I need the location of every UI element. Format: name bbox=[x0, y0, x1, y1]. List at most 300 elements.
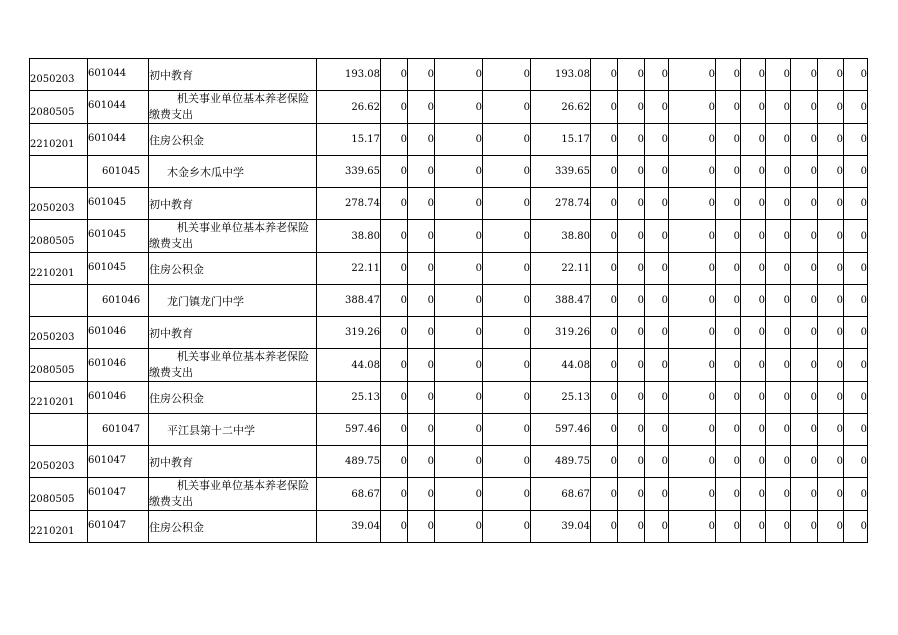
amount-cell: 0 bbox=[618, 349, 645, 382]
item-name-cell bbox=[149, 220, 317, 253]
amount-cell: 0 bbox=[741, 414, 766, 446]
amount-cell: 0 bbox=[844, 285, 868, 317]
amount-cell: 0 bbox=[791, 349, 818, 382]
amount-cell: 0 bbox=[381, 156, 408, 188]
amount-cell: 0 bbox=[435, 91, 483, 124]
amount-cell: 0 bbox=[818, 285, 844, 317]
amount-cell: 0 bbox=[844, 317, 868, 349]
amount-cell: 0 bbox=[791, 124, 818, 156]
amount-cell: 597.46 bbox=[531, 414, 591, 446]
unit-code-cell bbox=[88, 511, 149, 543]
amount-cell: 0 bbox=[591, 91, 618, 124]
amount-cell: 0 bbox=[818, 478, 844, 511]
amount-cell: 0 bbox=[791, 156, 818, 188]
amount-cell: 0 bbox=[645, 478, 669, 511]
item-name-cell bbox=[149, 478, 317, 511]
amount-cell: 0 bbox=[408, 317, 435, 349]
item-name: 龙门镇龙门中学 bbox=[167, 294, 244, 308]
amount-cell: 0 bbox=[818, 188, 844, 220]
amount-cell: 0 bbox=[381, 511, 408, 543]
item-name: 住房公积金 bbox=[149, 520, 204, 534]
amount-cell: 339.65 bbox=[531, 156, 591, 188]
item-name-continued: 缴费支出 bbox=[149, 366, 193, 379]
unit-code: 601045 bbox=[102, 166, 141, 177]
subject-code: 2050203 bbox=[30, 332, 75, 343]
unit-code-cell bbox=[88, 59, 149, 91]
item-name: 住房公积金 bbox=[149, 133, 204, 147]
amount-cell: 0 bbox=[591, 220, 618, 253]
subject-code-cell bbox=[30, 220, 88, 253]
table-row bbox=[30, 156, 868, 188]
item-name: 机关事业单位基本养老保险 bbox=[177, 479, 309, 492]
amount-cell: 0 bbox=[844, 220, 868, 253]
amount-cell: 0 bbox=[818, 317, 844, 349]
amount-cell: 0 bbox=[818, 156, 844, 188]
amount-cell: 0 bbox=[741, 446, 766, 478]
subject-code-cell bbox=[30, 188, 88, 220]
amount-cell: 0 bbox=[818, 91, 844, 124]
amount-cell: 0 bbox=[716, 124, 741, 156]
unit-code: 601046 bbox=[88, 390, 127, 402]
table-row bbox=[30, 382, 868, 414]
subject-code: 2210201 bbox=[30, 397, 75, 408]
amount-cell: 0 bbox=[716, 414, 741, 446]
amount-cell: 0 bbox=[483, 188, 531, 220]
amount-cell: 0 bbox=[669, 91, 716, 124]
table-row bbox=[30, 478, 868, 511]
amount-cell: 0 bbox=[741, 511, 766, 543]
table-row bbox=[30, 220, 868, 253]
amount-cell: 0 bbox=[741, 91, 766, 124]
unit-code-cell bbox=[88, 91, 149, 124]
amount-cell: 0 bbox=[618, 59, 645, 91]
unit-code: 601044 bbox=[88, 67, 127, 79]
amount-cell: 68.67 bbox=[317, 478, 381, 511]
item-name: 初中教育 bbox=[149, 326, 193, 340]
amount-cell: 0 bbox=[741, 285, 766, 317]
amount-cell: 0 bbox=[741, 478, 766, 511]
amount-cell: 0 bbox=[766, 511, 791, 543]
amount-cell: 0 bbox=[483, 446, 531, 478]
item-name-cell bbox=[149, 349, 317, 382]
amount-cell: 0 bbox=[435, 156, 483, 188]
amount-cell: 0 bbox=[591, 188, 618, 220]
amount-cell: 0 bbox=[435, 414, 483, 446]
unit-code-cell bbox=[88, 382, 149, 414]
amount-cell: 0 bbox=[483, 478, 531, 511]
subject-code: 2210201 bbox=[30, 526, 75, 537]
amount-cell: 0 bbox=[483, 124, 531, 156]
amount-cell: 0 bbox=[408, 414, 435, 446]
amount-cell: 0 bbox=[483, 317, 531, 349]
amount-cell: 0 bbox=[591, 124, 618, 156]
amount-cell: 0 bbox=[645, 349, 669, 382]
amount-cell: 319.26 bbox=[317, 317, 381, 349]
amount-cell: 0 bbox=[591, 285, 618, 317]
subject-code-cell bbox=[30, 59, 88, 91]
amount-cell: 0 bbox=[669, 156, 716, 188]
amount-cell: 0 bbox=[716, 382, 741, 414]
amount-cell: 0 bbox=[844, 188, 868, 220]
unit-code: 601047 bbox=[88, 454, 127, 466]
amount-cell: 0 bbox=[435, 446, 483, 478]
amount-cell: 0 bbox=[818, 59, 844, 91]
subject-code-cell bbox=[30, 317, 88, 349]
table-row bbox=[30, 91, 868, 124]
amount-cell: 0 bbox=[669, 349, 716, 382]
amount-cell: 0 bbox=[844, 446, 868, 478]
amount-cell: 0 bbox=[766, 414, 791, 446]
amount-cell: 0 bbox=[645, 188, 669, 220]
item-name-cell bbox=[149, 253, 317, 285]
amount-cell: 0 bbox=[791, 382, 818, 414]
amount-cell: 0 bbox=[435, 59, 483, 91]
amount-cell: 0 bbox=[618, 156, 645, 188]
table-row bbox=[30, 349, 868, 382]
amount-cell: 0 bbox=[645, 285, 669, 317]
amount-cell: 0 bbox=[618, 91, 645, 124]
subject-code-cell bbox=[30, 511, 88, 543]
amount-cell: 0 bbox=[818, 349, 844, 382]
amount-cell: 0 bbox=[381, 91, 408, 124]
table-body bbox=[30, 59, 868, 543]
item-name: 住房公积金 bbox=[149, 391, 204, 405]
amount-cell: 0 bbox=[791, 220, 818, 253]
item-name: 木金乡木瓜中学 bbox=[167, 165, 244, 179]
amount-cell: 0 bbox=[716, 188, 741, 220]
amount-cell: 0 bbox=[435, 478, 483, 511]
amount-cell: 0 bbox=[618, 124, 645, 156]
amount-cell: 0 bbox=[618, 188, 645, 220]
amount-cell: 0 bbox=[766, 156, 791, 188]
amount-cell: 0 bbox=[669, 478, 716, 511]
unit-code-cell bbox=[88, 124, 149, 156]
amount-cell: 0 bbox=[669, 446, 716, 478]
amount-cell: 0 bbox=[381, 220, 408, 253]
amount-cell: 0 bbox=[844, 382, 868, 414]
item-name: 机关事业单位基本养老保险 bbox=[177, 350, 309, 363]
amount-cell: 0 bbox=[766, 59, 791, 91]
amount-cell: 22.11 bbox=[531, 253, 591, 285]
amount-cell: 0 bbox=[645, 220, 669, 253]
item-name-continued: 缴费支出 bbox=[149, 237, 193, 250]
amount-cell: 0 bbox=[818, 414, 844, 446]
amount-cell: 0 bbox=[435, 285, 483, 317]
item-name: 初中教育 bbox=[149, 68, 193, 82]
amount-cell: 489.75 bbox=[317, 446, 381, 478]
subject-code-cell bbox=[30, 414, 88, 446]
amount-cell: 25.13 bbox=[317, 382, 381, 414]
amount-cell: 0 bbox=[818, 220, 844, 253]
amount-cell: 0 bbox=[435, 253, 483, 285]
amount-cell: 0 bbox=[766, 317, 791, 349]
amount-cell: 0 bbox=[381, 317, 408, 349]
unit-code-cell bbox=[88, 285, 149, 317]
amount-cell: 44.08 bbox=[317, 349, 381, 382]
amount-cell: 0 bbox=[844, 59, 868, 91]
amount-cell: 0 bbox=[618, 285, 645, 317]
table-row bbox=[30, 188, 868, 220]
amount-cell: 0 bbox=[844, 156, 868, 188]
amount-cell: 0 bbox=[435, 317, 483, 349]
amount-cell: 0 bbox=[645, 414, 669, 446]
amount-cell: 15.17 bbox=[317, 124, 381, 156]
amount-cell: 0 bbox=[591, 253, 618, 285]
amount-cell: 0 bbox=[483, 285, 531, 317]
amount-cell: 0 bbox=[818, 511, 844, 543]
amount-cell: 0 bbox=[741, 349, 766, 382]
amount-cell: 0 bbox=[791, 511, 818, 543]
subject-code-cell bbox=[30, 478, 88, 511]
amount-cell: 278.74 bbox=[531, 188, 591, 220]
subject-code-cell bbox=[30, 446, 88, 478]
amount-cell: 0 bbox=[669, 188, 716, 220]
amount-cell: 0 bbox=[381, 349, 408, 382]
amount-cell: 0 bbox=[716, 253, 741, 285]
item-name: 初中教育 bbox=[149, 197, 193, 211]
amount-cell: 339.65 bbox=[317, 156, 381, 188]
amount-cell: 0 bbox=[844, 349, 868, 382]
subject-code: 2080505 bbox=[30, 106, 75, 118]
amount-cell: 0 bbox=[669, 317, 716, 349]
amount-cell: 0 bbox=[381, 478, 408, 511]
amount-cell: 0 bbox=[741, 124, 766, 156]
amount-cell: 0 bbox=[716, 59, 741, 91]
amount-cell: 0 bbox=[591, 414, 618, 446]
unit-code: 601046 bbox=[102, 295, 141, 306]
amount-cell: 0 bbox=[645, 317, 669, 349]
amount-cell: 0 bbox=[408, 156, 435, 188]
amount-cell: 0 bbox=[766, 253, 791, 285]
amount-cell: 0 bbox=[669, 124, 716, 156]
budget-table bbox=[29, 58, 868, 543]
amount-cell: 15.17 bbox=[531, 124, 591, 156]
subject-code: 2080505 bbox=[30, 235, 75, 247]
unit-code: 601046 bbox=[88, 358, 127, 369]
amount-cell: 0 bbox=[618, 253, 645, 285]
amount-cell: 388.47 bbox=[531, 285, 591, 317]
item-name-cell bbox=[149, 91, 317, 124]
amount-cell: 0 bbox=[669, 414, 716, 446]
amount-cell: 278.74 bbox=[317, 188, 381, 220]
amount-cell: 0 bbox=[818, 253, 844, 285]
amount-cell: 0 bbox=[435, 382, 483, 414]
subject-code-cell bbox=[30, 382, 88, 414]
amount-cell: 0 bbox=[844, 478, 868, 511]
amount-cell: 0 bbox=[408, 91, 435, 124]
amount-cell: 0 bbox=[645, 511, 669, 543]
amount-cell: 0 bbox=[791, 317, 818, 349]
amount-cell: 0 bbox=[435, 220, 483, 253]
amount-cell: 0 bbox=[408, 478, 435, 511]
amount-cell: 0 bbox=[716, 349, 741, 382]
amount-cell: 0 bbox=[844, 124, 868, 156]
amount-cell: 38.80 bbox=[317, 220, 381, 253]
table-row bbox=[30, 285, 868, 317]
amount-cell: 0 bbox=[716, 446, 741, 478]
amount-cell: 0 bbox=[435, 349, 483, 382]
amount-cell: 0 bbox=[818, 124, 844, 156]
unit-code: 601045 bbox=[88, 229, 127, 240]
amount-cell: 0 bbox=[408, 253, 435, 285]
amount-cell: 0 bbox=[645, 253, 669, 285]
item-name-cell bbox=[149, 511, 317, 543]
amount-cell: 489.75 bbox=[531, 446, 591, 478]
amount-cell: 0 bbox=[766, 124, 791, 156]
amount-cell: 0 bbox=[618, 478, 645, 511]
unit-code-cell bbox=[88, 220, 149, 253]
amount-cell: 0 bbox=[791, 91, 818, 124]
amount-cell: 0 bbox=[766, 349, 791, 382]
amount-cell: 0 bbox=[408, 59, 435, 91]
amount-cell: 0 bbox=[483, 253, 531, 285]
subject-code-cell bbox=[30, 124, 88, 156]
subject-code: 2080505 bbox=[30, 493, 75, 505]
subject-code: 2050203 bbox=[30, 74, 75, 85]
subject-code: 2050203 bbox=[30, 461, 75, 472]
amount-cell: 0 bbox=[766, 285, 791, 317]
amount-cell: 0 bbox=[483, 220, 531, 253]
amount-cell: 0 bbox=[741, 317, 766, 349]
amount-cell: 0 bbox=[408, 220, 435, 253]
amount-cell: 0 bbox=[791, 188, 818, 220]
amount-cell: 0 bbox=[483, 511, 531, 543]
amount-cell: 0 bbox=[618, 511, 645, 543]
amount-cell: 0 bbox=[483, 349, 531, 382]
amount-cell: 0 bbox=[483, 156, 531, 188]
amount-cell: 0 bbox=[381, 188, 408, 220]
amount-cell: 0 bbox=[408, 188, 435, 220]
amount-cell: 0 bbox=[766, 478, 791, 511]
amount-cell: 0 bbox=[645, 446, 669, 478]
unit-code: 601044 bbox=[88, 132, 127, 144]
amount-cell: 0 bbox=[716, 156, 741, 188]
amount-cell: 0 bbox=[669, 253, 716, 285]
amount-cell: 0 bbox=[645, 59, 669, 91]
item-name: 平江县第十二中学 bbox=[167, 423, 255, 437]
amount-cell: 0 bbox=[791, 478, 818, 511]
amount-cell: 0 bbox=[435, 188, 483, 220]
amount-cell: 0 bbox=[844, 91, 868, 124]
amount-cell: 388.47 bbox=[317, 285, 381, 317]
item-name-cell bbox=[149, 124, 317, 156]
amount-cell: 0 bbox=[766, 188, 791, 220]
unit-code: 601045 bbox=[88, 196, 127, 208]
amount-cell: 0 bbox=[408, 511, 435, 543]
unit-code-cell bbox=[88, 253, 149, 285]
amount-cell: 0 bbox=[591, 59, 618, 91]
amount-cell: 0 bbox=[381, 253, 408, 285]
amount-cell: 0 bbox=[381, 414, 408, 446]
amount-cell: 0 bbox=[381, 285, 408, 317]
amount-cell: 0 bbox=[791, 59, 818, 91]
amount-cell: 22.11 bbox=[317, 253, 381, 285]
unit-code-cell bbox=[88, 156, 149, 188]
amount-cell: 0 bbox=[645, 124, 669, 156]
amount-cell: 0 bbox=[716, 511, 741, 543]
unit-code-cell bbox=[88, 478, 149, 511]
amount-cell: 0 bbox=[618, 414, 645, 446]
amount-cell: 0 bbox=[741, 253, 766, 285]
amount-cell: 0 bbox=[435, 511, 483, 543]
amount-cell: 26.62 bbox=[317, 91, 381, 124]
amount-cell: 0 bbox=[645, 156, 669, 188]
amount-cell: 0 bbox=[716, 220, 741, 253]
amount-cell: 0 bbox=[844, 253, 868, 285]
amount-cell: 0 bbox=[483, 414, 531, 446]
item-name-cell bbox=[149, 446, 317, 478]
unit-code-cell bbox=[88, 317, 149, 349]
table-row bbox=[30, 253, 868, 285]
subject-code-cell bbox=[30, 156, 88, 188]
item-name-cell bbox=[149, 59, 317, 91]
item-name-cell bbox=[149, 317, 317, 349]
unit-code-cell bbox=[88, 446, 149, 478]
unit-code: 601047 bbox=[102, 424, 141, 435]
amount-cell: 0 bbox=[618, 446, 645, 478]
amount-cell: 25.13 bbox=[531, 382, 591, 414]
amount-cell: 0 bbox=[483, 91, 531, 124]
amount-cell: 0 bbox=[381, 382, 408, 414]
amount-cell: 0 bbox=[716, 285, 741, 317]
amount-cell: 38.80 bbox=[531, 220, 591, 253]
amount-cell: 0 bbox=[766, 446, 791, 478]
amount-cell: 0 bbox=[669, 511, 716, 543]
amount-cell: 0 bbox=[381, 124, 408, 156]
amount-cell: 68.67 bbox=[531, 478, 591, 511]
amount-cell: 0 bbox=[408, 349, 435, 382]
subject-code: 2210201 bbox=[30, 268, 75, 279]
amount-cell: 0 bbox=[408, 285, 435, 317]
amount-cell: 0 bbox=[591, 446, 618, 478]
subject-code: 2050203 bbox=[30, 203, 75, 214]
amount-cell: 39.04 bbox=[317, 511, 381, 543]
subject-code bbox=[30, 425, 87, 435]
unit-code-cell bbox=[88, 188, 149, 220]
table-row bbox=[30, 446, 868, 478]
unit-code: 601044 bbox=[88, 100, 127, 111]
unit-code: 601045 bbox=[88, 261, 127, 273]
amount-cell: 0 bbox=[408, 446, 435, 478]
amount-cell: 0 bbox=[483, 59, 531, 91]
item-name-continued: 缴费支出 bbox=[149, 108, 193, 121]
amount-cell: 0 bbox=[766, 220, 791, 253]
amount-cell: 0 bbox=[591, 317, 618, 349]
amount-cell: 0 bbox=[483, 382, 531, 414]
unit-code: 601046 bbox=[88, 325, 127, 337]
amount-cell: 0 bbox=[741, 156, 766, 188]
table-row bbox=[30, 414, 868, 446]
amount-cell: 0 bbox=[669, 220, 716, 253]
subject-code bbox=[30, 296, 87, 306]
item-name-cell bbox=[149, 414, 317, 446]
item-name: 住房公积金 bbox=[149, 262, 204, 276]
table-row bbox=[30, 124, 868, 156]
item-name-cell bbox=[149, 188, 317, 220]
amount-cell: 0 bbox=[791, 446, 818, 478]
amount-cell: 0 bbox=[818, 382, 844, 414]
amount-cell: 0 bbox=[408, 382, 435, 414]
amount-cell: 0 bbox=[669, 285, 716, 317]
unit-code: 601047 bbox=[88, 519, 127, 531]
amount-cell: 0 bbox=[791, 414, 818, 446]
amount-cell: 0 bbox=[381, 59, 408, 91]
amount-cell: 597.46 bbox=[317, 414, 381, 446]
amount-cell: 0 bbox=[591, 478, 618, 511]
amount-cell: 0 bbox=[766, 382, 791, 414]
table-row bbox=[30, 511, 868, 543]
subject-code: 2080505 bbox=[30, 364, 75, 376]
